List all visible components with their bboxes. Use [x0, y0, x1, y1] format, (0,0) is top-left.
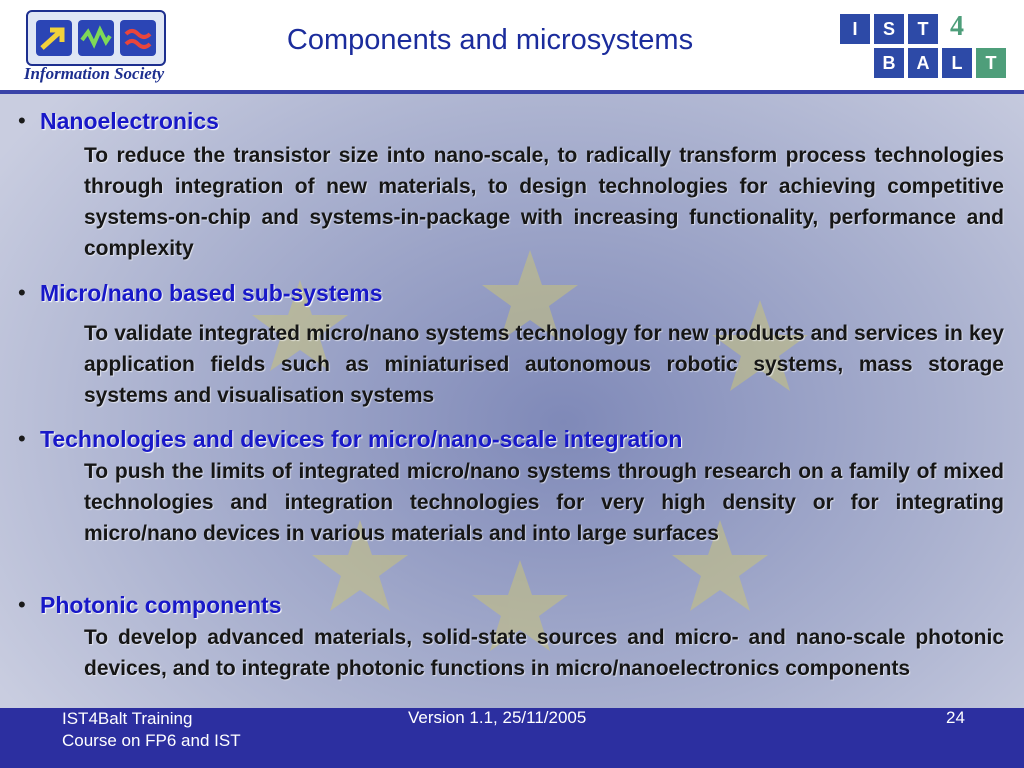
slide-title: Components and microsystems [286, 24, 694, 56]
header-divider [0, 90, 1024, 94]
logo-letter: T [908, 14, 938, 44]
logo-letter: L [942, 48, 972, 78]
logo-caption: Information Society [23, 64, 165, 83]
slide-content [0, 100, 1024, 708]
approx-symbol-icon [120, 20, 156, 56]
ist4balt-logo [840, 8, 1020, 80]
logo-letter: B [874, 48, 904, 78]
footer-course-line1: IST4Balt Training [62, 709, 193, 728]
footer-version: Version 1.1, 25/11/2005 [408, 708, 587, 727]
section-heading: Photonic components [40, 592, 282, 618]
section-heading: Nanoelectronics [40, 108, 219, 134]
bullet-icon: • [18, 592, 26, 617]
footer-page-number: 24 [946, 708, 965, 727]
slide-header [0, 0, 1024, 92]
logo-letter: T [976, 48, 1006, 78]
bullet-icon: • [18, 280, 26, 305]
slide-footer [0, 708, 1024, 768]
logo-four: 4 [950, 11, 964, 42]
section-body: To develop advanced materials, solid-state sources and micro- and nano-scale photonic devices, and to integrate photonic functions in micro/nanoelectronics components [84, 626, 1004, 680]
arrow-icon [36, 20, 72, 56]
logo-letter: I [840, 14, 870, 44]
section-body: To validate integrated micro/nano systems technology for new products and services in key application fields such as miniaturised autonomous robotic systems, mass storage systems and visualisation systems [84, 322, 1004, 407]
wave-chart-icon [78, 20, 114, 56]
footer-course [62, 708, 302, 752]
logo-letter: S [874, 14, 904, 44]
section-body: To push the limits of integrated micro/nano systems through research on a family of mixed technologies and integration technologies for very high density or for integrating micro/nano devices in various materials and into large surfaces [84, 460, 1004, 545]
logo-frame [26, 10, 166, 66]
footer-course-line2: Course on FP6 and IST [62, 731, 241, 750]
information-society-logo [6, 6, 182, 88]
section-body: To reduce the transistor size into nano-scale, to radically transform process technologies through integration of new materials, to design technologies for achieving competitive systems-on-chip and systems-in-package with increasing functionality, performance and complexity [84, 144, 1004, 260]
section-heading: Technologies and devices for micro/nano-scale integration [40, 426, 683, 452]
logo-letter: A [908, 48, 938, 78]
section-heading: Micro/nano based sub-systems [40, 280, 383, 306]
bullet-icon: • [18, 426, 26, 451]
bullet-icon: • [18, 108, 26, 133]
